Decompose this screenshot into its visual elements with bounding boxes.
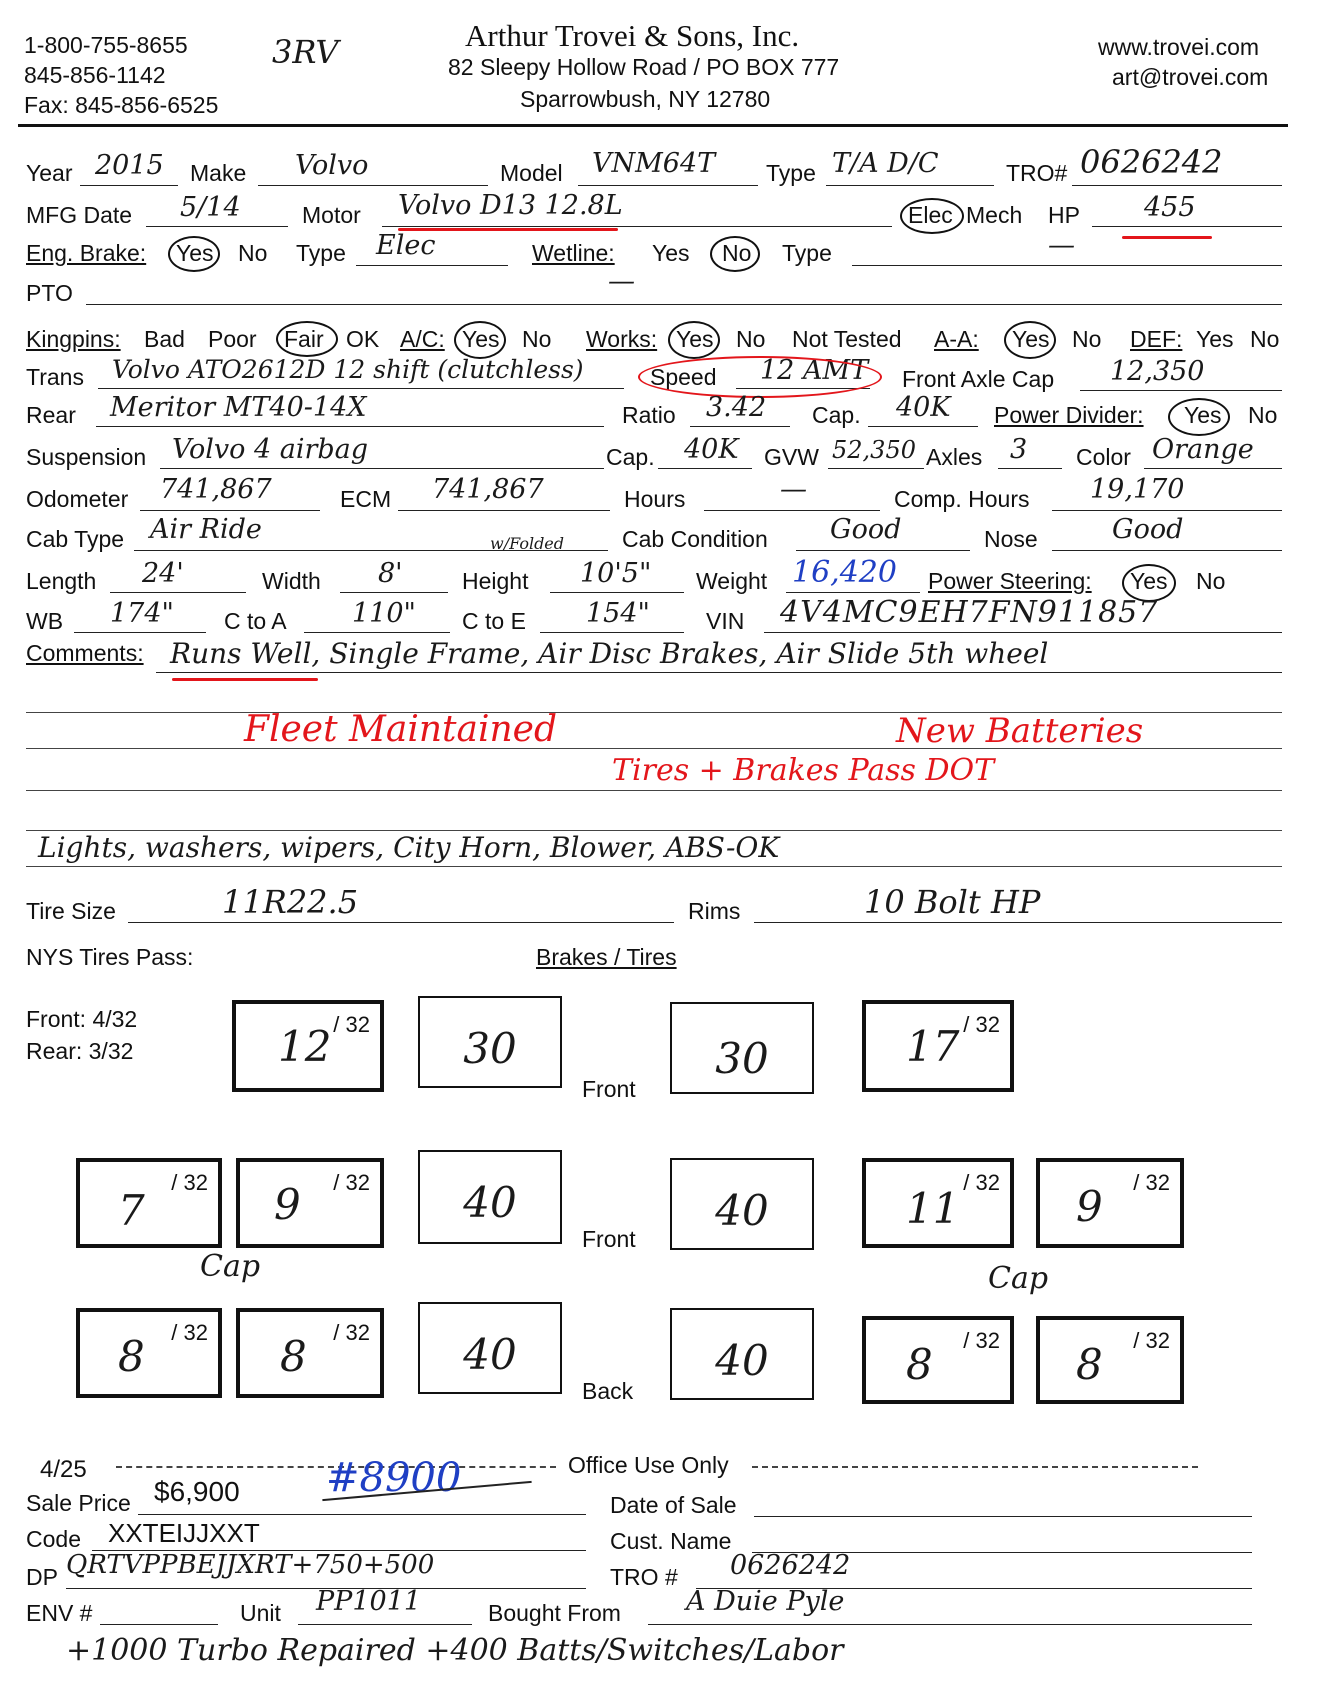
aa-yes: Yes — [1012, 326, 1050, 352]
value-height: 10'5" — [580, 558, 652, 589]
circle-eng-brake-yes — [168, 236, 220, 272]
label-nys-tires-pass: NYS Tires Pass: — [26, 944, 194, 970]
value-wb: 174" — [110, 598, 174, 629]
label-speed: Speed — [650, 364, 717, 390]
tire-frac: / 32 — [963, 1170, 1000, 1195]
label-works: Works: — [586, 326, 658, 352]
label-ecm: ECM — [340, 486, 392, 512]
wetline-no: No — [722, 240, 752, 266]
value-hp: 455 — [1144, 192, 1196, 223]
tire-box — [1036, 1316, 1184, 1404]
brake-value: 30 — [715, 1034, 769, 1083]
brake-box — [418, 1150, 562, 1244]
eng-brake-no: No — [238, 240, 268, 266]
website: www.trovei.com — [1098, 34, 1260, 60]
label-nose: Nose — [984, 526, 1038, 552]
tire-box — [862, 1158, 1014, 1248]
label-rear-req: Rear: 3/32 — [26, 1038, 134, 1064]
value-sale-price: $6,900 — [154, 1476, 240, 1507]
value-eng-brake-type: Elec — [376, 230, 436, 261]
tire-box — [862, 1316, 1014, 1404]
phone: 845-856-1142 — [24, 62, 166, 88]
label-front-row1: Front — [582, 1076, 636, 1102]
value-motor: Volvo D13 12.8L — [398, 190, 623, 221]
tire-frac: / 32 — [333, 1320, 370, 1345]
value-ecm: 741,867 — [432, 474, 544, 505]
def-no: No — [1250, 326, 1280, 352]
label-dp: DP — [26, 1564, 58, 1590]
label-unit: Unit — [240, 1600, 281, 1626]
label-aa: A-A: — [934, 326, 979, 352]
value-wetline-mark: — — [608, 266, 635, 297]
power-divider-no: No — [1248, 402, 1278, 428]
label-brakes-tires: Brakes / Tires — [536, 944, 677, 970]
ac-no: No — [522, 326, 552, 352]
label-tire-size: Tire Size — [26, 898, 116, 924]
label-odometer: Odometer — [26, 486, 129, 512]
brake-box — [670, 1308, 814, 1400]
label-height: Height — [462, 568, 529, 594]
brake-value: 40 — [715, 1336, 769, 1385]
label-weight: Weight — [696, 568, 768, 594]
tire-frac: / 32 — [171, 1320, 208, 1345]
label-elec: Elec — [908, 202, 953, 228]
tire-frac: / 32 — [333, 1170, 370, 1195]
value-axles: 3 — [1010, 434, 1028, 465]
fax: Fax: 845-856-6525 — [24, 92, 219, 118]
tire-frac: / 32 — [963, 1012, 1000, 1037]
label-length: Length — [26, 568, 97, 594]
value-make: Volvo — [295, 150, 369, 181]
label-front-req: Front: 4/32 — [26, 1006, 138, 1032]
label-eng-brake-type: Type — [296, 240, 346, 266]
label-office-use: Office Use Only — [568, 1452, 729, 1478]
label-wetline: Wetline: — [532, 240, 615, 266]
tire-box — [232, 1000, 384, 1092]
value-cab-condition: Good — [830, 514, 902, 545]
company-name: Arthur Trovei & Sons, Inc. — [465, 18, 800, 53]
aa-no: No — [1072, 326, 1102, 352]
value-weight: 16,420 — [792, 555, 897, 590]
tire-frac: / 32 — [1133, 1328, 1170, 1353]
hp-red-underline — [1122, 236, 1212, 239]
kingpins-bad: Bad — [144, 326, 185, 352]
value-c-to-e: 154" — [586, 598, 650, 629]
circle-wetline-no — [710, 236, 760, 272]
circle-aa-yes — [1004, 321, 1056, 359]
tire-depth: 9 — [1076, 1182, 1103, 1231]
def-yes: Yes — [1196, 326, 1234, 352]
label-axles: Axles — [926, 444, 983, 470]
value-new-batteries: New Batteries — [896, 711, 1144, 751]
tire-frac: / 32 — [333, 1012, 370, 1037]
footer-note: +1000 Turbo Repaired +400 Batts/Switches/Labor — [66, 1633, 844, 1668]
label-comp-hours: Comp. Hours — [894, 486, 1030, 512]
label-cust-name: Cust. Name — [610, 1528, 732, 1554]
value-nose: Good — [1112, 514, 1184, 545]
label-front-axle-cap: Front Axle Cap — [902, 366, 1055, 392]
brake-box — [418, 996, 562, 1088]
label-color: Color — [1076, 444, 1131, 470]
label-code: Code — [26, 1526, 81, 1552]
brake-value: 40 — [463, 1330, 517, 1379]
tire-depth: 17 — [906, 1022, 960, 1071]
tire-box — [236, 1158, 384, 1248]
email: art@trovei.com — [1112, 64, 1269, 90]
label-tro: TRO# — [1006, 160, 1068, 186]
value-front-axle-cap: 12,350 — [1110, 356, 1205, 387]
value-unit: PP1011 — [316, 1586, 422, 1617]
tire-box — [862, 1000, 1014, 1092]
label-make: Make — [190, 160, 247, 186]
tire-depth: 7 — [118, 1186, 145, 1235]
value-cab-type-note: w/Folded — [490, 534, 565, 553]
tire-depth: 12 — [278, 1022, 332, 1071]
label-model: Model — [500, 160, 563, 186]
tire-box — [76, 1308, 222, 1398]
label-bought-from: Bought From — [488, 1600, 621, 1626]
label-vin: VIN — [706, 608, 745, 634]
brake-box — [670, 1158, 814, 1250]
value-tires-brakes-dot: Tires + Brakes Pass DOT — [612, 753, 995, 788]
value-comments-line1: Runs Well, Single Frame, Air Disc Brakes, Air Slide 5th wheel — [170, 637, 1049, 670]
label-susp-cap: Cap. — [606, 444, 655, 470]
circle-kingpins-fair — [276, 321, 338, 357]
tire-box — [1036, 1158, 1184, 1248]
value-code: XXTEIJJXXT — [108, 1518, 260, 1548]
tire-depth: 8 — [1076, 1340, 1103, 1389]
address-line-2: Sparrowbush, NY 12780 — [520, 86, 771, 112]
label-eng-brake: Eng. Brake: — [26, 240, 147, 266]
label-back: Back — [582, 1378, 634, 1404]
label-cab-condition: Cab Condition — [622, 526, 768, 552]
brake-value: 40 — [463, 1178, 517, 1227]
tire-box — [76, 1158, 222, 1248]
value-rear: Meritor MT40-14X — [110, 392, 367, 423]
kingpins-fair: Fair — [284, 326, 324, 352]
address-line-1: 82 Sleepy Hollow Road / PO BOX 777 — [448, 54, 840, 80]
power-divider-yes: Yes — [1184, 402, 1222, 428]
value-rear-cap: 40K — [896, 392, 951, 423]
value-vin: 4V4MC9EH7FN911857 — [780, 595, 1159, 630]
value-cab-type: Air Ride — [150, 514, 262, 545]
label-pto: PTO — [26, 280, 73, 306]
brake-box — [670, 1002, 814, 1094]
works-not-tested: Not Tested — [792, 326, 902, 352]
value-type: T/A D/C — [832, 148, 939, 179]
tire-box — [236, 1308, 384, 1398]
power-steering-no: No — [1196, 568, 1226, 594]
value-gvw: 52,350 — [832, 436, 916, 464]
label-rear: Rear — [26, 402, 76, 428]
cap-note-left: Cap — [200, 1249, 261, 1284]
value-c-to-a: 110" — [352, 598, 416, 629]
label-type: Type — [766, 160, 816, 186]
value-model: VNM64T — [592, 148, 716, 179]
label-power-steering: Power Steering: — [928, 568, 1092, 594]
value-hours: — — [780, 474, 807, 505]
value-mfg-date: 5/14 — [180, 192, 241, 223]
value-speed: 12 AMT — [760, 355, 869, 386]
tire-depth: 8 — [906, 1340, 933, 1389]
circle-elec — [900, 198, 964, 234]
works-yes: Yes — [676, 326, 714, 352]
tollfree-phone: 1-800-755-8655 — [24, 32, 188, 58]
label-c-to-e: C to E — [462, 608, 526, 634]
value-color: Orange — [1152, 434, 1254, 465]
label-suspension: Suspension — [26, 444, 147, 470]
tire-depth: 11 — [906, 1184, 960, 1233]
label-ac: A/C: — [400, 326, 445, 352]
tire-depth: 9 — [274, 1180, 301, 1229]
value-year: 2015 — [95, 150, 164, 181]
label-hours: Hours — [624, 486, 686, 512]
label-wb: WB — [26, 608, 64, 634]
value-office-tro: 0626242 — [730, 1550, 851, 1581]
label-kingpins: Kingpins: — [26, 326, 121, 352]
tire-frac: / 32 — [171, 1170, 208, 1195]
label-def: DEF: — [1130, 326, 1183, 352]
circle-power-divider-yes — [1168, 398, 1230, 436]
wetline-yes: Yes — [652, 240, 690, 266]
value-dp: QRTVPPBEJJXRT+750+500 — [66, 1550, 435, 1580]
tire-depth: 8 — [280, 1332, 307, 1381]
works-no: No — [736, 326, 766, 352]
brake-value: 40 — [715, 1186, 769, 1235]
label-wetline-type: Type — [782, 240, 832, 266]
tire-frac: / 32 — [963, 1328, 1000, 1353]
label-rear-cap: Cap. — [812, 402, 861, 428]
label-env: ENV # — [26, 1600, 93, 1626]
eng-brake-yes: Yes — [176, 240, 214, 266]
label-width: Width — [262, 568, 321, 594]
label-comments: Comments: — [26, 640, 144, 666]
label-trans: Trans — [26, 364, 84, 390]
value-rims: 10 Bolt HP — [864, 883, 1041, 921]
label-date-of-sale: Date of Sale — [610, 1492, 737, 1518]
comments-red-underline — [172, 678, 318, 681]
label-year: Year — [26, 160, 73, 186]
value-bought-from: A Duie Pyle — [686, 1586, 845, 1617]
value-ratio: 3.42 — [706, 392, 767, 423]
circle-works-yes — [668, 321, 720, 359]
label-tro-hash: TRO # — [610, 1564, 678, 1590]
value-old-price: #8900 — [326, 1455, 462, 1501]
ac-yes: Yes — [462, 326, 500, 352]
tire-frac: / 32 — [1133, 1170, 1170, 1195]
power-steering-yes: Yes — [1130, 568, 1168, 594]
label-sale-price: Sale Price — [26, 1490, 131, 1516]
office-date-note: 4/25 — [40, 1456, 87, 1483]
label-front-row2: Front — [582, 1226, 636, 1252]
value-hp-mark: — — [1048, 230, 1075, 261]
value-odometer: 741,867 — [160, 474, 272, 505]
value-length: 24' — [142, 558, 184, 589]
label-motor: Motor — [302, 202, 361, 228]
kingpins-ok: OK — [346, 326, 380, 352]
header-divider — [18, 124, 1288, 127]
label-cab-type: Cab Type — [26, 526, 125, 552]
handwritten-note: 3RV — [272, 33, 339, 71]
value-suspension: Volvo 4 airbag — [172, 434, 369, 465]
brake-box — [418, 1302, 562, 1394]
circle-ac-yes — [454, 321, 506, 359]
value-comp-hours: 19,170 — [1090, 474, 1185, 505]
value-susp-cap: 40K — [684, 434, 739, 465]
label-hp: HP — [1048, 202, 1080, 228]
cap-note-right: Cap — [988, 1261, 1049, 1296]
value-tire-size: 11R22.5 — [222, 883, 359, 921]
label-ratio: Ratio — [622, 402, 676, 428]
label-gvw: GVW — [764, 444, 819, 470]
value-trans: Volvo ATO2612D 12 shift (clutchless) — [112, 355, 584, 384]
value-fleet-maintained: Fleet Maintained — [244, 709, 558, 750]
label-mech: Mech — [966, 202, 1023, 228]
tire-depth: 8 — [118, 1332, 145, 1381]
label-rims: Rims — [688, 898, 741, 924]
label-power-divider: Power Divider: — [994, 402, 1144, 428]
kingpins-poor: Poor — [208, 326, 257, 352]
brake-value: 30 — [463, 1024, 517, 1073]
label-c-to-a: C to A — [224, 608, 287, 634]
value-tro: 0626242 — [1080, 143, 1223, 181]
label-mfg-date: MFG Date — [26, 202, 133, 228]
value-width: 8' — [378, 558, 403, 589]
value-comments-lights: Lights, washers, wipers, City Horn, Blower, ABS-OK — [38, 831, 780, 864]
